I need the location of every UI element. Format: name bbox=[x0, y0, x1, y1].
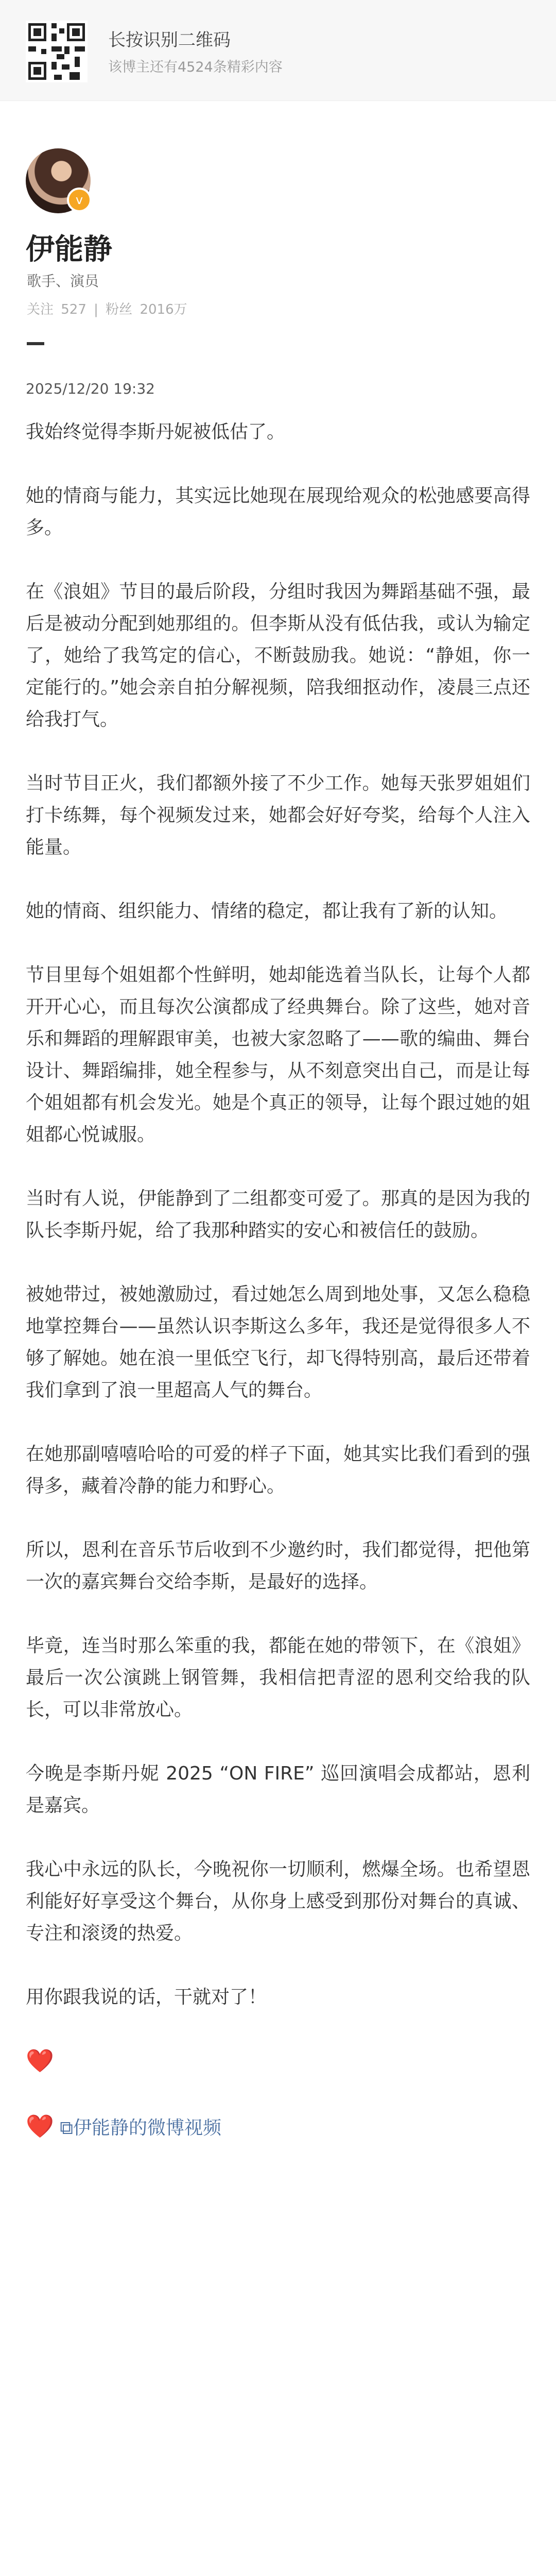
post-paragraph: 用你跟我说的话，干就对了！ bbox=[26, 1987, 267, 2008]
post-paragraph: 当时有人说，伊能静到了二组都变可爱了。那真的是因为我的队长李斯丹妮，给了我那种踏实的安心和被信任的鼓励。 bbox=[26, 1188, 530, 1241]
qr-code-icon bbox=[26, 21, 88, 82]
post-paragraph: 她的情商与能力，其实远比她现在展现给观众的松弛感要高得多。 bbox=[26, 485, 530, 538]
user-stats: 关注 527 | 粉丝 2016万 bbox=[27, 302, 187, 317]
video-link[interactable] bbox=[26, 2111, 530, 2144]
post-time: 2025/12/20 19:32 bbox=[26, 380, 155, 397]
post-body bbox=[26, 416, 530, 2176]
qr-banner[interactable] bbox=[0, 0, 556, 101]
post-paragraph: 在《浪姐》节目的最后阶段，分组时我因为舞蹈基础不强，最后是被动分配到她那组的。但李斯从没有低估我，或认为输定了，她给了我笃定的信心，不断鼓励我。她说：“静姐，你一定能行的。”她会亲自拍分解视频，陪我细抠动作，凌晨三点还给我打气。 bbox=[26, 581, 530, 730]
heart-icon: ❤️ bbox=[26, 2113, 54, 2140]
user-name[interactable]: 伊能静 bbox=[26, 233, 112, 266]
heart-icon: ❤️ bbox=[26, 2048, 54, 2074]
banner-title: 长按识别二维码 bbox=[108, 30, 231, 50]
post-paragraph: 我心中永远的队长，今晚祝你一切顺利，燃爆全场。也希望恩利能好好享受这个舞台，从你身上感受到那份对舞台的真诚、专注和滚烫的热爱。 bbox=[26, 1859, 530, 1944]
post-paragraph: 当时节目正火，我们都额外接了不少工作。她每天张罗姐姐们打卡练舞，每个视频发过来，她都会好好夸奖，给每个人注入能量。 bbox=[26, 773, 530, 858]
banner-subtitle: 该博主还有4524条精彩内容 bbox=[108, 59, 283, 75]
heart-line bbox=[26, 2045, 530, 2079]
post-paragraph: 所以，恩利在音乐节后收到不少邀约时，我们都觉得，把他第一次的嘉宾舞台交给李斯，是最好的选择。 bbox=[26, 1539, 530, 1592]
user-description: 歌手、演员 bbox=[27, 273, 99, 290]
post-paragraph: 在她那副嘻嘻哈哈的可爱的样子下面，她其实比我们看到的强得多，藏着冷静的能力和野心。 bbox=[26, 1444, 530, 1497]
post-paragraph: 她的情商、组织能力、情绪的稳定，都让我有了新的认知。 bbox=[26, 901, 508, 922]
post-paragraph: 今晚是李斯丹妮 2025 “ON FIRE” 巡回演唱会成都站，恩利是嘉宾。 bbox=[26, 1763, 530, 1816]
divider bbox=[27, 342, 44, 345]
post-paragraph: 被她带过，被她激励过，看过她怎么周到地处事，又怎么稳稳地掌控舞台——虽然认识李斯这么多年，我还是觉得很多人不够了解她。她在浪一里低空飞行，却飞得特别高，最后还带着我们拿到了浪一里超高人气的舞台。 bbox=[26, 1284, 530, 1401]
link-icon: ⧉ bbox=[60, 2117, 73, 2139]
avatar[interactable] bbox=[26, 148, 91, 213]
post-paragraph: 我始终觉得李斯丹妮被低估了。 bbox=[26, 421, 286, 443]
post-paragraph: 节目里每个姐姐都个性鲜明，她却能选着当队长，让每个人都开开心心，而且每次公演都成了经典舞台。除了这些，她对音乐和舞蹈的理解跟审美，也被大家忽略了——歌的编曲、舞台设计、舞蹈编排，她全程参与，从不刻意突出自己，而是让每个姐姐都有机会发光。她是个真正的领导，让每个跟过她的姐姐都心悦诚服。 bbox=[26, 964, 530, 1145]
video-link-text[interactable]: 伊能静的微博视频 bbox=[73, 2117, 221, 2139]
verified-badge: v bbox=[67, 188, 92, 212]
post-paragraph: 毕竟，连当时那么笨重的我，都能在她的带领下，在《浪姐》最后一次公演跳上钢管舞，我相信把青涩的恩利交给我的队长，可以非常放心。 bbox=[26, 1635, 530, 1720]
